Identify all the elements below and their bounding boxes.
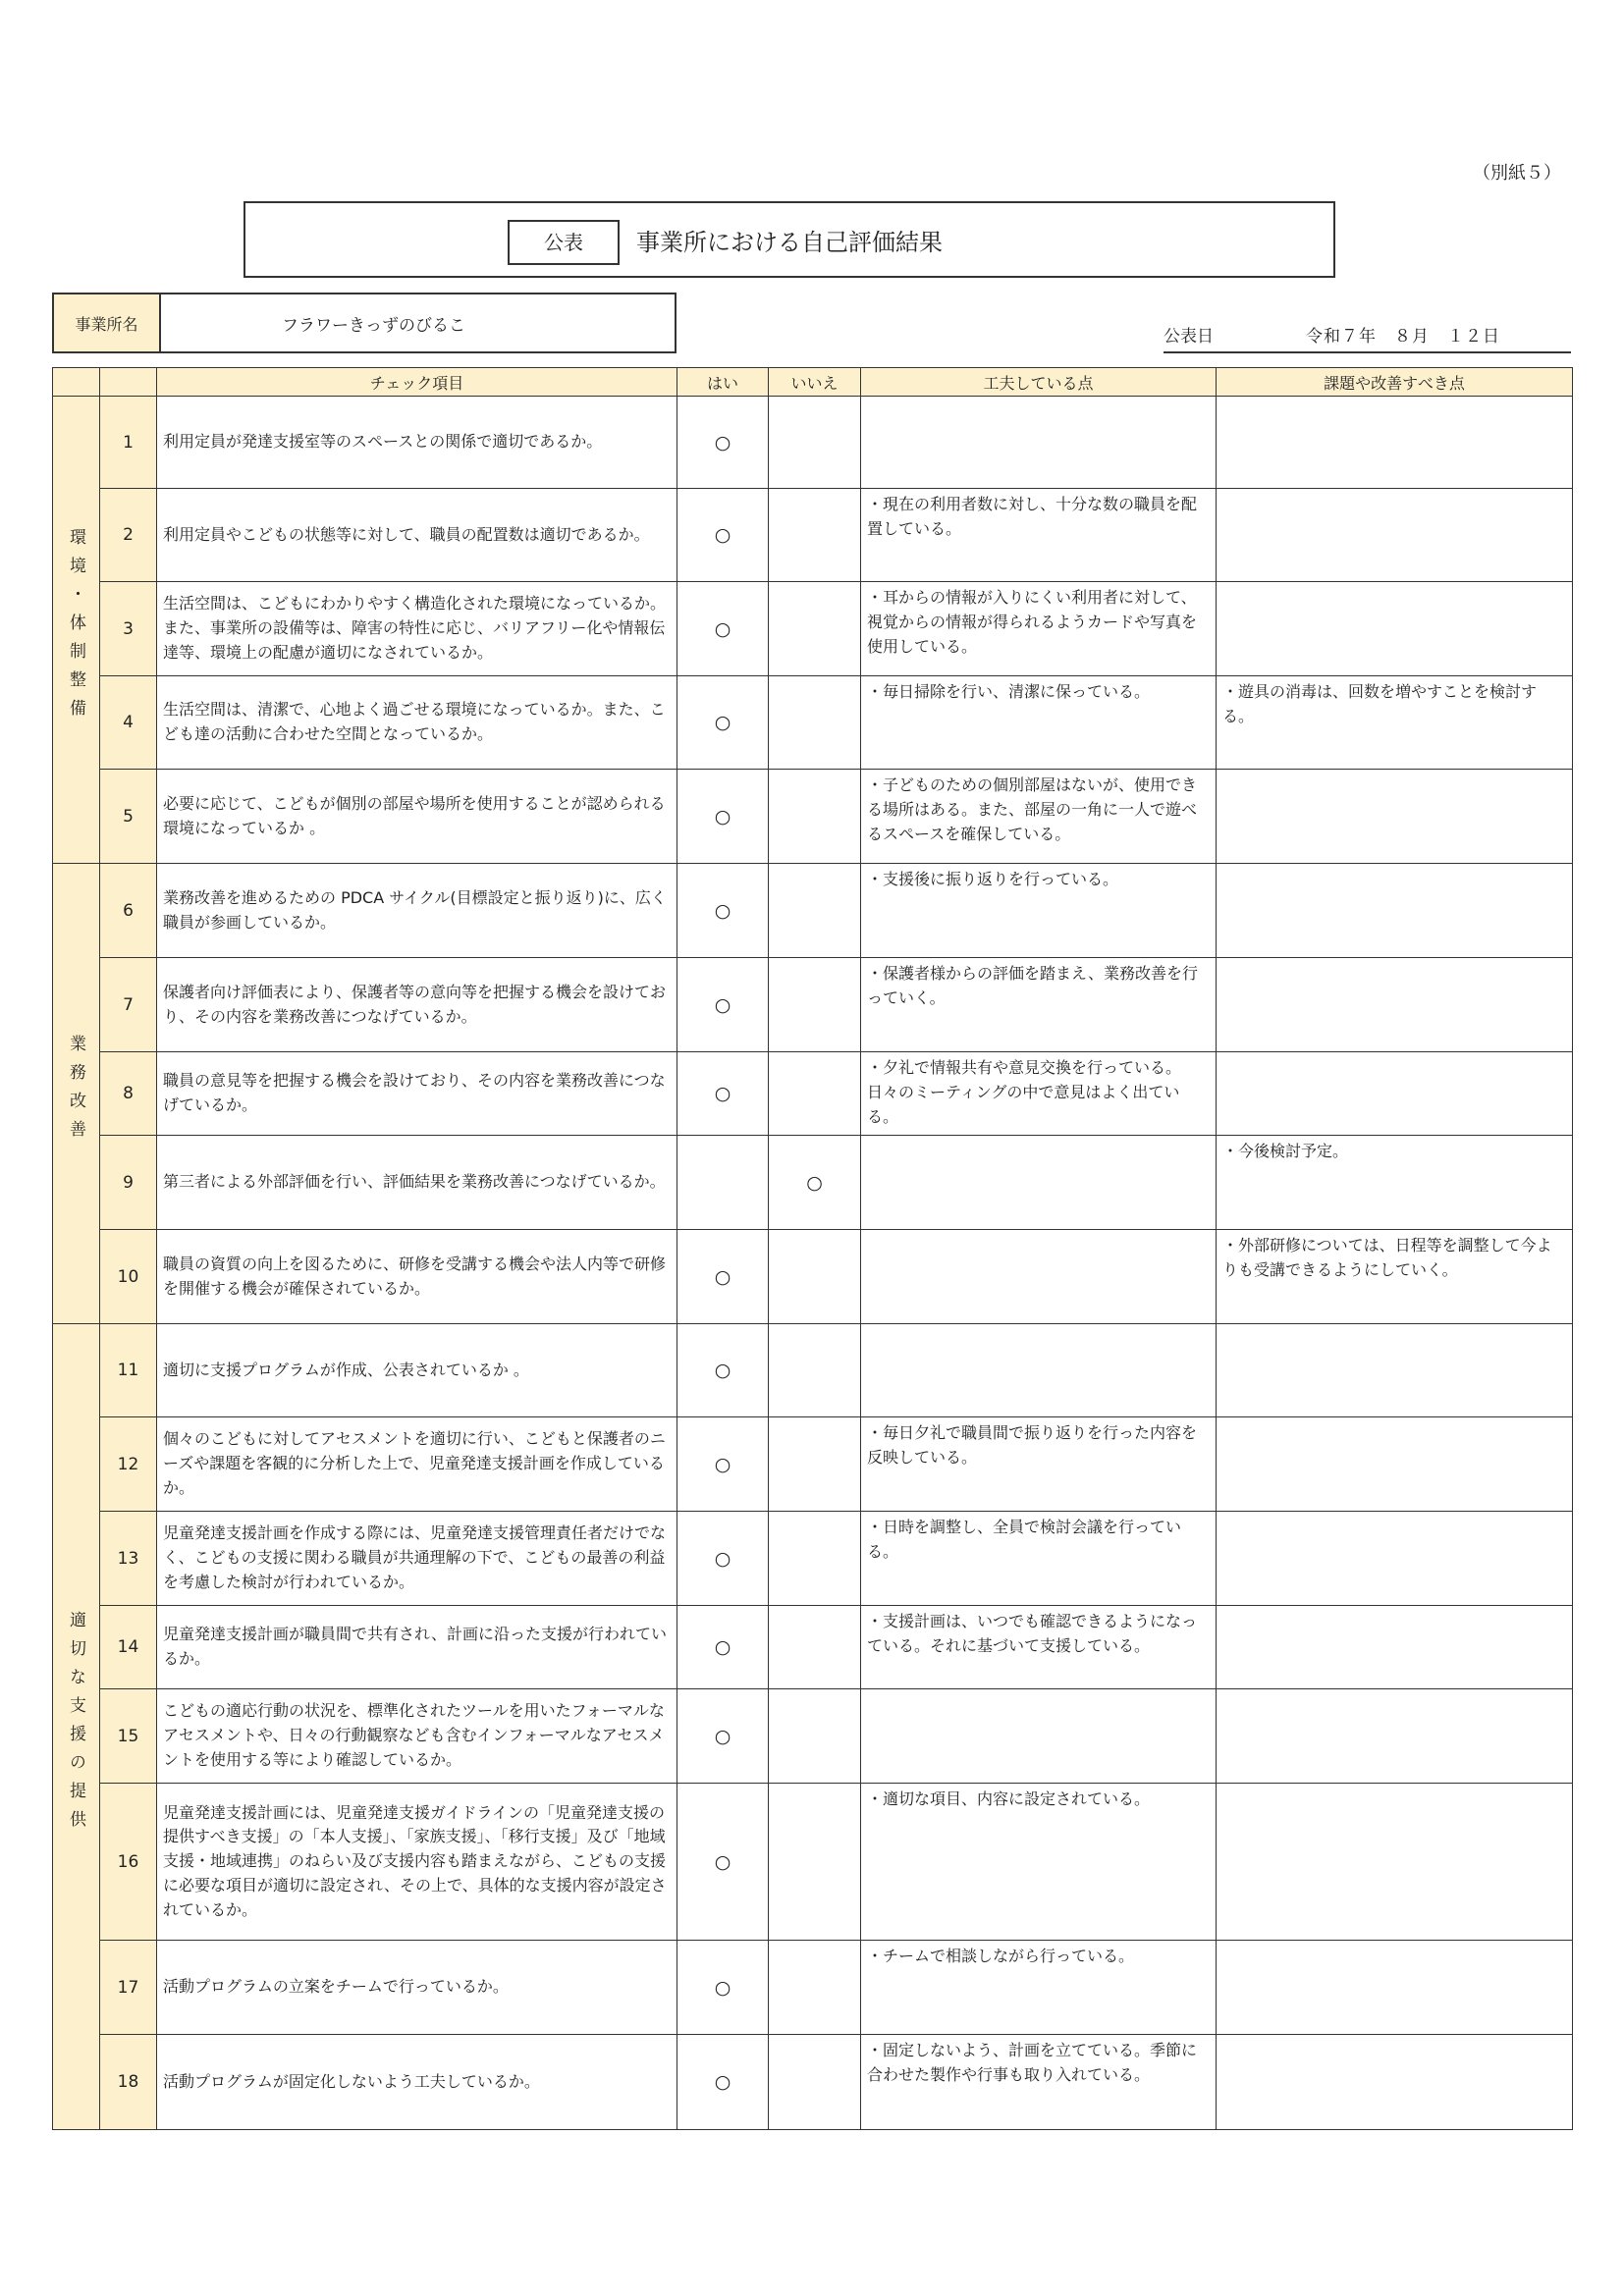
table-row <box>53 958 1573 1052</box>
category-label: 業務改善 <box>66 1035 85 1148</box>
item-question: 職員の意見等を把握する機会を設けており、その内容を業務改善につなげているか。 <box>157 1052 677 1136</box>
item-number: 17 <box>100 1941 157 2035</box>
item-question: 児童発達支援計画には、児童発達支援ガイドラインの「児童発達支援の提供すべき支援」の「本人支援」、「家族支援」、「移行支援」及び「地域支援・地域連携」のねらい及び支援内容も踏まえながら、こどもの支援に必要な項目が適切に設定され、その上で、具体的な支援内容が設定されているか。 <box>157 1784 677 1941</box>
good-points: ・子どものための個別部屋はないが、使用できる場所はある。また、部屋の一角に一人で遊べるスペースを確保している。 <box>861 770 1217 864</box>
issues <box>1217 1784 1573 1941</box>
publish-date-label: 公表日 <box>1164 327 1214 347</box>
item-number: 7 <box>100 958 157 1052</box>
item-number: 11 <box>100 1324 157 1417</box>
no-mark <box>769 770 861 864</box>
page-title: 事業所における自己評価結果 <box>636 229 943 256</box>
issues <box>1217 582 1573 676</box>
no-mark <box>769 1512 861 1606</box>
item-number: 15 <box>100 1689 157 1784</box>
yes-mark: ○ <box>677 676 769 770</box>
yes-mark: ○ <box>677 1417 769 1512</box>
category-label: 適切な支援の提供 <box>66 1611 85 1839</box>
no-mark <box>769 489 861 582</box>
item-number: 14 <box>100 1606 157 1689</box>
category-header <box>53 368 100 397</box>
table-row <box>53 1052 1573 1136</box>
issues <box>1217 864 1573 958</box>
good-points <box>861 1136 1217 1230</box>
issues <box>1217 489 1573 582</box>
category-cell <box>53 397 100 864</box>
issues <box>1217 397 1573 489</box>
good-points: ・支援計画は、いつでも確認できるようになっている。それに基づいて支援している。 <box>861 1606 1217 1689</box>
category-cell <box>53 864 100 1324</box>
table-row <box>53 582 1573 676</box>
issues-header: 課題や改善すべき点 <box>1217 368 1573 397</box>
no-mark <box>769 1784 861 1941</box>
good-points <box>861 1324 1217 1417</box>
item-number: 5 <box>100 770 157 864</box>
yes-mark: ○ <box>677 2035 769 2130</box>
issues <box>1217 2035 1573 2130</box>
item-question: 利用定員が発達支援室等のスペースとの関係で適切であるか。 <box>157 397 677 489</box>
table-row <box>53 1230 1573 1324</box>
item-question: 生活空間は、清潔で、心地よく過ごせる環境になっているか。また、こども達の活動に合わせた空間となっているか。 <box>157 676 677 770</box>
yes-mark: ○ <box>677 1606 769 1689</box>
no-header: いいえ <box>769 368 861 397</box>
table-row <box>53 2035 1573 2130</box>
table-row <box>53 864 1573 958</box>
item-number: 12 <box>100 1417 157 1512</box>
issues: ・遊具の消毒は、回数を増やすことを検討する。 <box>1217 676 1573 770</box>
table-row <box>53 1512 1573 1606</box>
issues: ・外部研修については、日程等を調整して今よりも受講できるようにしていく。 <box>1217 1230 1573 1324</box>
office-box <box>52 293 677 353</box>
item-number: 8 <box>100 1052 157 1136</box>
no-mark: ○ <box>769 1136 861 1230</box>
item-number: 18 <box>100 2035 157 2130</box>
yes-mark: ○ <box>677 1689 769 1784</box>
good-points-header: 工夫している点 <box>861 368 1217 397</box>
no-mark <box>769 864 861 958</box>
item-question: 活動プログラムが固定化しないよう工夫しているか。 <box>157 2035 677 2130</box>
no-mark <box>769 1230 861 1324</box>
good-points: ・チームで相談しながら行っている。 <box>861 1941 1217 2035</box>
yes-mark: ○ <box>677 397 769 489</box>
item-question: 業務改善を進めるための PDCA サイクル(目標設定と振り返り)に、広く職員が参画しているか。 <box>157 864 677 958</box>
good-points: ・現在の利用者数に対し、十分な数の職員を配置している。 <box>861 489 1217 582</box>
no-mark <box>769 958 861 1052</box>
publish-date <box>1164 322 1571 353</box>
item-question: 適切に支援プログラムが作成、公表されているか 。 <box>157 1324 677 1417</box>
table-row <box>53 1417 1573 1512</box>
table-row <box>53 397 1573 489</box>
no-mark <box>769 1941 861 2035</box>
yes-mark: ○ <box>677 1324 769 1417</box>
table-row <box>53 1136 1573 1230</box>
issues <box>1217 1512 1573 1606</box>
good-points: ・夕礼で情報共有や意見交換を行っている。日々のミーティングの中で意見はよく出ている。 <box>861 1052 1217 1136</box>
good-points: ・固定しないよう、計画を立てている。季節に合わせた製作や行事も取り入れている。 <box>861 2035 1217 2130</box>
yes-mark: ○ <box>677 1941 769 2035</box>
publication-badge: 公表 <box>508 220 620 265</box>
item-number: 10 <box>100 1230 157 1324</box>
item-number: 2 <box>100 489 157 582</box>
good-points: ・保護者様からの評価を踏まえ、業務改善を行っていく。 <box>861 958 1217 1052</box>
no-mark <box>769 397 861 489</box>
item-number: 3 <box>100 582 157 676</box>
issues <box>1217 770 1573 864</box>
evaluation-table <box>52 367 1573 2130</box>
item-question: 生活空間は、こどもにわかりやすく構造化された環境になっているか。また、事業所の設備等は、障害の特性に応じ、バリアフリー化や情報伝達等、環境上の配慮が適切になされているか。 <box>157 582 677 676</box>
office-label: 事業所名 <box>54 294 161 351</box>
table-row <box>53 1606 1573 1689</box>
issues <box>1217 1941 1573 2035</box>
table-row <box>53 770 1573 864</box>
item-question: 保護者向け評価表により、保護者等の意向等を把握する機会を設けており、その内容を業務改善につなげているか。 <box>157 958 677 1052</box>
number-header <box>100 368 157 397</box>
item-question: 児童発達支援計画を作成する際には、児童発達支援管理責任者だけでなく、こどもの支援に関わる職員が共通理解の下で、こどもの最善の利益を考慮した検討が行われているか。 <box>157 1512 677 1606</box>
good-points: ・日時を調整し、全員で検討会議を行っている。 <box>861 1512 1217 1606</box>
no-mark <box>769 1324 861 1417</box>
category-label: 環境・体制整備 <box>66 528 85 727</box>
check-item-header: チェック項目 <box>157 368 677 397</box>
yes-mark: ○ <box>677 582 769 676</box>
good-points: ・耳からの情報が入りにくい利用者に対して、視覚からの情報が得られるようカードや写真を使用している。 <box>861 582 1217 676</box>
item-number: 13 <box>100 1512 157 1606</box>
item-number: 1 <box>100 397 157 489</box>
issues: ・今後検討予定。 <box>1217 1136 1573 1230</box>
no-mark <box>769 2035 861 2130</box>
no-mark <box>769 1052 861 1136</box>
table-row <box>53 489 1573 582</box>
table-row <box>53 1324 1573 1417</box>
good-points: ・適切な項目、内容に設定されている。 <box>861 1784 1217 1941</box>
item-number: 16 <box>100 1784 157 1941</box>
item-number: 6 <box>100 864 157 958</box>
yes-mark: ○ <box>677 1512 769 1606</box>
table-header-row <box>53 368 1573 397</box>
title-box <box>244 201 1335 278</box>
item-question: 第三者による外部評価を行い、評価結果を業務改善につなげているか。 <box>157 1136 677 1230</box>
annex-label: （別紙５） <box>1473 163 1561 184</box>
no-mark <box>769 676 861 770</box>
yes-mark: ○ <box>677 958 769 1052</box>
office-name: フラワーきっずのびるこ <box>282 315 465 336</box>
no-mark <box>769 1689 861 1784</box>
item-question: こどもの適応行動の状況を、標準化されたツールを用いたフォーマルなアセスメントや、日々の行動観察なども含むインフォーマルなアセスメントを使用する等により確認しているか。 <box>157 1689 677 1784</box>
publish-date-value: 令和７年 ８月 １２日 <box>1306 327 1500 347</box>
yes-mark: ○ <box>677 770 769 864</box>
item-question: 児童発達支援計画が職員間で共有され、計画に沿った支援が行われているか。 <box>157 1606 677 1689</box>
good-points: ・毎日夕礼で職員間で振り返りを行った内容を反映している。 <box>861 1417 1217 1512</box>
item-question: 利用定員やこどもの状態等に対して、職員の配置数は適切であるか。 <box>157 489 677 582</box>
good-points <box>861 1689 1217 1784</box>
issues <box>1217 1689 1573 1784</box>
item-number: 9 <box>100 1136 157 1230</box>
issues <box>1217 1417 1573 1512</box>
good-points: ・支援後に振り返りを行っている。 <box>861 864 1217 958</box>
issues <box>1217 958 1573 1052</box>
item-number: 4 <box>100 676 157 770</box>
issues <box>1217 1052 1573 1136</box>
issues <box>1217 1324 1573 1417</box>
yes-mark: ○ <box>677 489 769 582</box>
no-mark <box>769 1417 861 1512</box>
item-question: 活動プログラムの立案をチームで行っているか。 <box>157 1941 677 2035</box>
good-points: ・毎日掃除を行い、清潔に保っている。 <box>861 676 1217 770</box>
good-points <box>861 397 1217 489</box>
yes-header: はい <box>677 368 769 397</box>
table-row <box>53 1784 1573 1941</box>
yes-mark: ○ <box>677 1230 769 1324</box>
yes-mark: ○ <box>677 864 769 958</box>
no-mark <box>769 582 861 676</box>
no-mark <box>769 1606 861 1689</box>
issues <box>1217 1606 1573 1689</box>
category-cell <box>53 1324 100 2130</box>
yes-mark <box>677 1136 769 1230</box>
yes-mark: ○ <box>677 1052 769 1136</box>
table-row <box>53 676 1573 770</box>
table-row <box>53 1689 1573 1784</box>
good-points <box>861 1230 1217 1324</box>
item-question: 必要に応じて、こどもが個別の部屋や場所を使用することが認められる環境になっているか 。 <box>157 770 677 864</box>
item-question: 職員の資質の向上を図るために、研修を受講する機会や法人内等で研修を開催する機会が確保されているか。 <box>157 1230 677 1324</box>
table-row <box>53 1941 1573 2035</box>
item-question: 個々のこどもに対してアセスメントを適切に行い、こどもと保護者のニーズや課題を客観的に分析した上で、児童発達支援計画を作成しているか。 <box>157 1417 677 1512</box>
yes-mark: ○ <box>677 1784 769 1941</box>
